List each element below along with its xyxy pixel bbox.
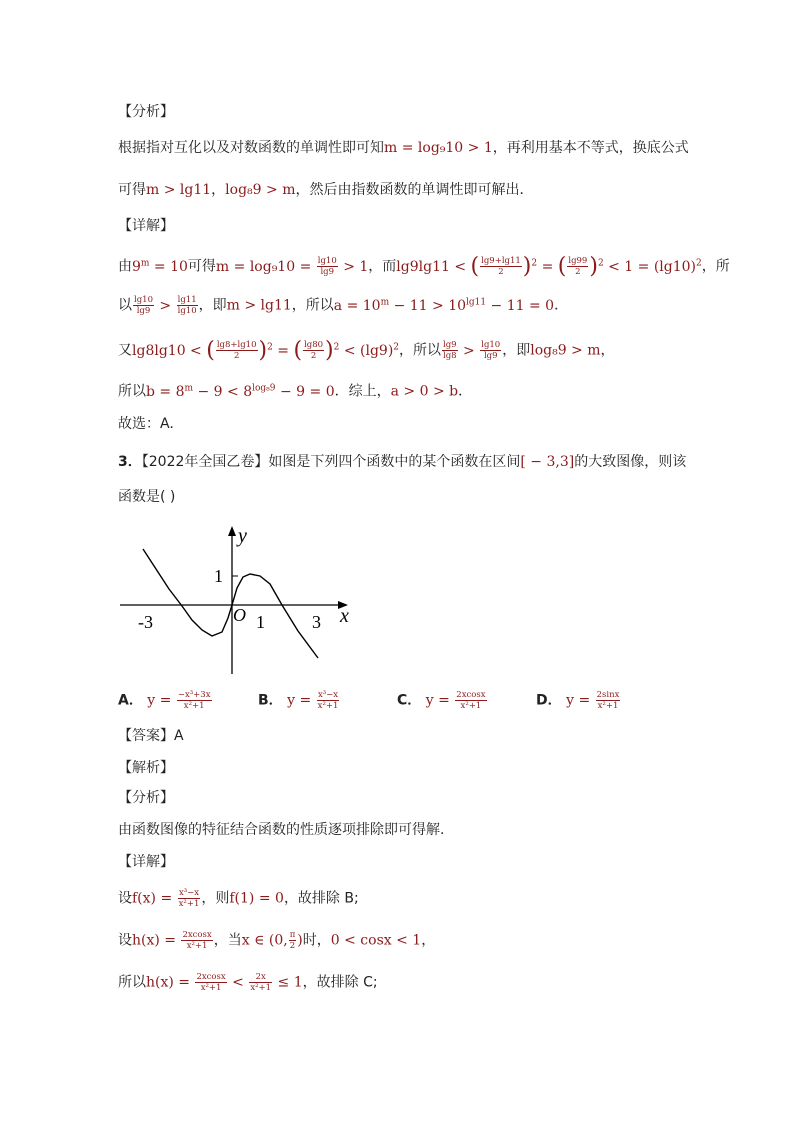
option-letter: B． (258, 692, 283, 709)
text: 如图是下列四个函数中的某个函数在区间 (268, 454, 521, 470)
x-tick-label-1: 1 (256, 612, 265, 632)
source-tag: 【2022年全国乙卷】 (141, 454, 269, 470)
text: ， (421, 932, 436, 949)
option-letter: C． (397, 692, 422, 709)
y-tick-label-1: 1 (214, 566, 223, 586)
analysis-heading: 【分析】 (118, 104, 174, 120)
detail-equation-3: 又lg8lg10 < ( $\frac{\lg 8+\lg 10}{2}$ )$^2$ = ( $\frac{\lg 80}{2}$ )$^2 < (\lg 9)^2$，所以 $\frac{\lg 9}{\lg 8}$ > $\frac{\lg 10}{\lg 9}$ ，即log₈9 > m， (118, 337, 615, 363)
y-label: y (238, 525, 247, 547)
numerator: −x³+3x (177, 690, 211, 700)
question-3-title (118, 452, 686, 472)
detail-line-2: 设h(x) = $\frac{2xcosx}{\text{x²+1}}$ ，当x ∈ (0, $\frac{\pi}{2}$ )时，0 < cosx < 1， (118, 930, 436, 951)
text: 可得 (118, 182, 146, 198)
choice-line: 故选：A. (118, 416, 174, 432)
math: log₈9 > m (225, 182, 296, 198)
denominator: x²+1 (597, 701, 619, 711)
text: ，则 (201, 890, 230, 907)
text: 所以 (118, 974, 146, 991)
detail-line-3: 所以h(x) = $\frac{2xcosx}{\text{x²+1}}$ < $\frac{2x}{\text{x²+1}}$ ≤ 1，故排除 C; (118, 972, 378, 993)
text: ，故排除 B; (283, 890, 359, 907)
text: 时， (302, 932, 331, 949)
analysis-heading-2: 【分析】 (118, 790, 174, 806)
text: ，再利用基本不等式，换底公式 (492, 140, 689, 156)
x-tick-label-neg3: -3 (138, 612, 153, 632)
x-label: x (340, 605, 349, 627)
option-letter: A． (118, 692, 143, 709)
origin-label: O (233, 605, 246, 625)
denominator: x²+1 (317, 701, 339, 711)
question-number: 3． (118, 454, 142, 470)
question-3-title-line2: 函数是( ) (118, 489, 176, 505)
math: f(1) = 0 (229, 890, 284, 907)
text: ， (211, 182, 226, 198)
y-axis-arrow (228, 526, 236, 536)
numerator: x³−x (317, 690, 339, 700)
detail-heading: 【详解】 (118, 218, 174, 234)
text: 设 (118, 890, 132, 907)
answer-line: 【答案】A (118, 728, 184, 744)
detail-line-1: 设f(x) = $\frac{\text{x³−x}}{\text{x²+1}}$ ，则f(1) = 0，故排除 B; (118, 888, 359, 909)
option-a[interactable]: A． y = $\frac{\text{−x³+3x}}{\text{x²+1}}$ (118, 690, 211, 711)
option-letter: D． (536, 692, 562, 709)
math: m = log₉10 > 1 (384, 140, 493, 156)
analysis-text-line2 (118, 180, 533, 200)
detail-heading-2: 【详解】 (118, 854, 174, 870)
text: ，然后由指数函数的单调性即可解出． (295, 182, 534, 198)
text: ，故排除 C; (302, 974, 378, 991)
math: m > lg11 (146, 182, 212, 198)
analysis-text-line1 (118, 138, 689, 158)
detail-equation-4: 所以$b = 8^m - 9 < 8^{log_89} - 9 = 0$．综上，a > 0 > b． (118, 383, 473, 400)
option-d[interactable]: D． y = $\frac{2\sin x}{\text{x²+1}}$ (536, 690, 620, 711)
text: 根据指对互化以及对数函数的单调性即可知 (118, 140, 384, 156)
analysis-text-2: 由函数图像的特征结合函数的性质逐项排除即可得解. (118, 822, 445, 838)
numerator: 2xcosx (456, 690, 486, 700)
numerator: 2sinx (596, 690, 620, 700)
detail-equation-2: 以 $\frac{\lg 10}{\lg 9}$ > $\frac{\lg 11}{\lg 10}$ ，即m > lg11，所以$a = 10^m - 11 > 10^{lg11} - 11 = 0$． (118, 295, 569, 317)
text: 设 (118, 932, 132, 949)
function-graph (118, 518, 358, 684)
option-c[interactable]: C． y = $\frac{2xcosx}{\text{x²+1}}$ (397, 690, 486, 711)
detail-equation-1: 由$9^m = 10$可得m = log₉10 = $\frac{\lg 10}{\lg 9}$ > 1，而lg9lg11 < ( $\frac{\lg 9+\lg 11}{2}$ )$^2$ = ( $\frac{\lg 99}{2}$ )$^2 < 1 = (\lg 10)^2$，所 (118, 253, 730, 279)
option-b[interactable]: B． y = $\frac{\text{x³−x}}{\text{x²+1}}$ (258, 690, 339, 711)
text: 的大致图像，则该 (574, 454, 687, 470)
math: 0 < cosx < 1 (330, 932, 422, 949)
jiexi-heading: 【解析】 (118, 760, 174, 776)
curve (143, 549, 318, 658)
interval: [ − 3,3] (520, 454, 575, 470)
denominator: x²+1 (460, 701, 482, 711)
text: ，当 (213, 932, 242, 949)
x-tick-label-3: 3 (312, 612, 321, 632)
denominator: x²+1 (183, 701, 205, 711)
